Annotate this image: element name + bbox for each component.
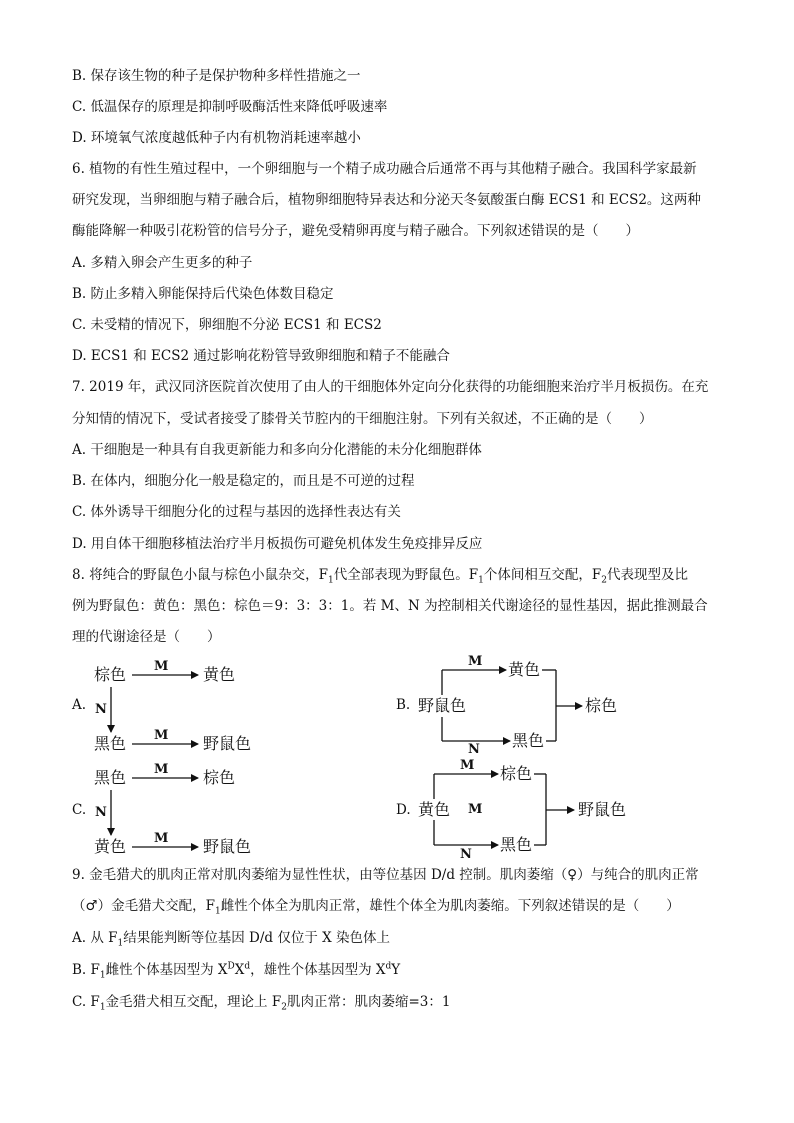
q9-option-text: A. 从 F	[72, 930, 118, 946]
subscript: 2	[601, 575, 607, 586]
q6-stem-line-2: 研究发现，当卵细胞与精子融合后，植物卵细胞特异表达和分泌天冬氨酸蛋白酶 ECS1 和 ECS2。这两种	[72, 192, 701, 208]
q8-stem-text: 8. 将纯合的野鼠色小鼠与棕色小鼠杂交，F	[72, 567, 329, 583]
q6-option-d: D. ECS1 和 ECS2 通过影响花粉管导致卵细胞和精子不能融合	[72, 348, 450, 364]
pathway-node: 野鼠色	[578, 800, 627, 819]
q9-option-text: X	[234, 962, 245, 978]
q8-option-d-diagram	[418, 758, 638, 862]
q8-stem-line-2: 例为野鼠色：黄色：黑色：棕色＝9：3：3：1。若 M、N 为控制相关代谢途径的显性基因，据此推测最合	[72, 598, 708, 614]
q8-option-b-diagram	[418, 655, 628, 755]
q8-stem-line-3: 理的代谢途径是（ ）	[72, 629, 221, 645]
q6-stem-line-3: 酶能降解一种吸引花粉管的信号分子，避免受精卵再度与精子融合。下列叙述错误的是（ ）	[72, 223, 639, 239]
pathway-node: 黄色	[508, 660, 541, 679]
q9-stem-line-1: 9. 金毛猎犬的肌肉正常对肌肉萎缩为显性性状，由等位基因 D/d 控制。肌肉萎缩（♀）与纯合的肌肉正常	[72, 867, 699, 883]
q8-option-b-letter: B.	[396, 697, 411, 713]
q6-option-b: B. 防止多精入卵能保持后代染色体数目稳定	[72, 286, 334, 302]
pathway-node: 棕色	[203, 768, 236, 787]
pathway-node: 黄色	[94, 837, 127, 856]
pathway-node: 黑色	[512, 731, 545, 750]
q6-option-a: A. 多精入卵会产生更多的种子	[72, 255, 253, 271]
q8-stem-text: 个体间相互交配，F	[483, 567, 602, 583]
q6-stem-line-1: 6. 植物的有性生殖过程中，一个卵细胞与一个精子成功融合后通常不再与其他精子融合。我国科学家最新	[72, 161, 697, 177]
gene-label: M	[154, 659, 169, 674]
q8-option-c-letter: C.	[72, 802, 87, 818]
q7-option-b: B. 在体内，细胞分化一般是稳定的，而且是不可逆的过程	[72, 473, 415, 489]
pathway-node: 野鼠色	[203, 837, 252, 856]
pathway-node: 野鼠色	[418, 696, 467, 715]
gene-label: N	[468, 742, 480, 757]
subscript: 1	[117, 938, 124, 949]
q9-option-text: 结果能判断等位基因 D/d 仅位于 X 染色体上	[123, 930, 391, 946]
gene-label: M	[154, 831, 169, 846]
superscript: d	[244, 961, 251, 972]
q5-option-c: C. 低温保存的原理是抑制呼吸酶活性来降低呼吸速率	[72, 99, 388, 115]
q8-option-c-diagram	[94, 763, 264, 863]
pathway-node: 棕色	[500, 764, 533, 783]
q8-option-d-letter: D.	[396, 802, 411, 818]
subscript: 1	[478, 575, 484, 586]
q7-option-c: C. 体外诱导干细胞分化的过程与基因的选择性表达有关	[72, 504, 401, 520]
q7-option-d: D. 用自体干细胞移植法治疗半月板损伤可避免机体发生免疫排异反应	[72, 536, 483, 552]
pathway-node: 黑色	[94, 768, 127, 787]
pathway-node: 棕色	[585, 696, 618, 715]
q9-stem-text: （♂）金毛猎犬交配，F	[72, 898, 215, 914]
subscript: 1	[99, 1002, 106, 1013]
gene-label: M	[154, 728, 169, 743]
q8-stem-text: 代表现型及比	[607, 567, 688, 583]
q9-option-text: C. F	[72, 994, 100, 1010]
gene-label: M	[468, 802, 483, 817]
subscript: 1	[214, 906, 221, 917]
gene-label: N	[460, 847, 472, 862]
superscript: d	[385, 961, 392, 972]
q8-stem-text: 代全部表现为野鼠色。F	[333, 567, 479, 583]
q9-stem-line-2	[72, 896, 734, 916]
q8-option-a-letter: A.	[72, 697, 87, 713]
q7-stem-line-2: 分知情的情况下，受试者接受了膝骨关节腔内的干细胞注射。下列有关叙述，不正确的是（ ）	[72, 411, 653, 427]
pathway-node: 黄色	[203, 665, 236, 684]
q9-option-text: ，雄性个体基因型为 X	[250, 962, 386, 978]
q7-stem-line-1: 7. 2019 年，武汉同济医院首次使用了由人的干细胞体外定向分化获得的功能细胞来治疗半月板损伤。在充	[72, 379, 709, 395]
q9-option-b	[72, 960, 734, 980]
pathway-node: 棕色	[94, 665, 127, 684]
q9-option-text: 金毛猎犬相互交配，理论上 F	[105, 994, 282, 1010]
q8-option-a-diagram	[94, 660, 264, 760]
q9-option-text: 雌性个体基因型为 X	[105, 962, 228, 978]
q9-option-text: B. F	[72, 962, 100, 978]
pathway-node: 野鼠色	[203, 734, 252, 753]
q5-option-d: D. 环境氧气浓度越低种子内有机物消耗速率越小	[72, 130, 361, 146]
q9-option-text: Y	[391, 962, 401, 978]
q9-option-text: 肌肉正常：肌肉萎缩=3：1	[286, 994, 451, 1010]
pathway-node: 黑色	[500, 835, 533, 854]
q9-option-a	[72, 928, 734, 948]
q9-option-c	[72, 992, 734, 1012]
pathway-node: 黄色	[418, 800, 451, 819]
subscript: 2	[281, 1002, 287, 1013]
subscript: 1	[328, 575, 334, 586]
gene-label: N	[95, 805, 107, 820]
q6-option-c: C. 未受精的情况下，卵细胞不分泌 ECS1 和 ECS2	[72, 317, 382, 333]
gene-label: M	[154, 762, 169, 777]
gene-label: M	[460, 758, 475, 773]
q7-option-a: A. 干细胞是一种具有自我更新能力和多向分化潜能的未分化细胞群体	[72, 442, 482, 458]
q5-option-b: B. 保存该生物的种子是保护物种多样性措施之一	[72, 68, 361, 84]
gene-label: N	[95, 702, 107, 717]
gene-label: M	[468, 654, 483, 669]
subscript: 1	[99, 970, 106, 981]
q9-stem-text: 雌性个体全为肌肉正常，雄性个体全为肌肉萎缩。下列叙述错误的是（ ）	[220, 898, 680, 914]
q8-stem-line-1	[72, 565, 734, 585]
pathway-node: 黑色	[94, 734, 127, 753]
superscript: D	[227, 961, 235, 972]
